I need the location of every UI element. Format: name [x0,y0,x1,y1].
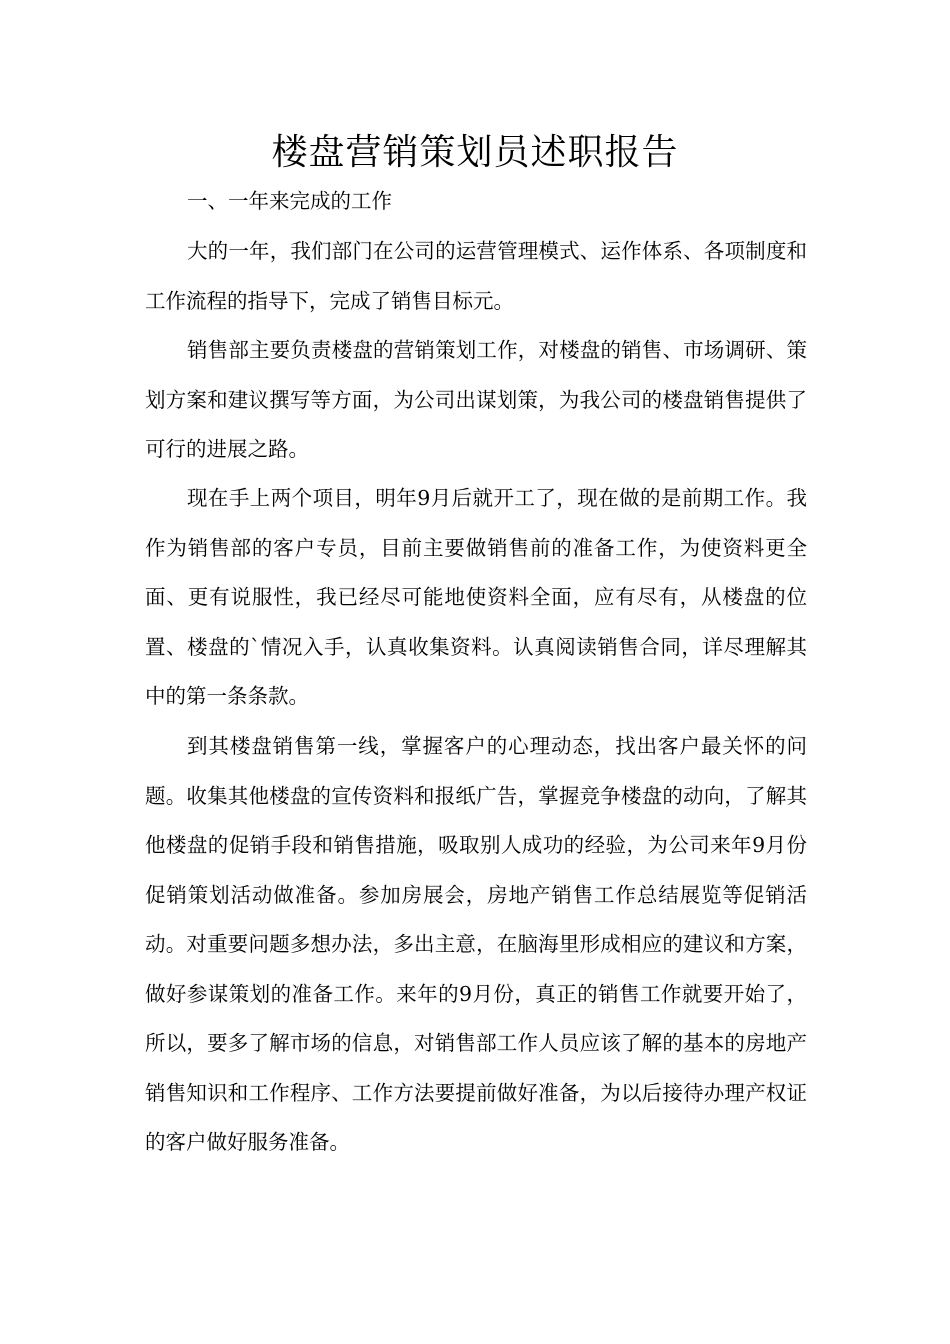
paragraph-4: 到其楼盘销售第一线，掌握客户的心理动态，找出客户最关怀的问题。收集其他楼盘的宣传资料和报纸广告，掌握竞争楼盘的动向，了解其他楼盘的促销手段和销售措施，吸取别人成功的经验，为公司来年9月份促销策划活动做准备。参加房展会，房地产销售工作总结展览等促销活动。对重要问题多想办法，多出主意，在脑海里形成相应的建议和方案，做好参谋策划的准备工作。来年的9月份，真正的销售工作就要开始了，所以，要多了解市场的信息，对销售部工作人员应该了解的基本的房地产销售知识和工作程序、工作方法要提前做好准备，为以后接待办理产权证的客户做好服务准备。 [145,734,807,1154]
paragraph-3: 现在手上两个项目，明年9月后就开工了，现在做的是前期工作。我作为销售部的客户专员，目前主要做销售前的准备工作，为使资料更全面、更有说服性，我已经尽可能地使资料全面，应有尽有，从楼盘的位置、楼盘的`情况入手，认真收集资料。认真阅读销售合同，详尽理解其中的第一条条款。 [145,486,807,708]
paragraph-1: 大的一年，我们部门在公司的运营管理模式、运作体系、各项制度和工作流程的指导下，完成了销售目标元。 [145,239,807,313]
section-heading: 一、一年来完成的工作 [187,189,392,213]
document-title: 楼盘营销策划员述职报告 [271,132,679,173]
paragraph-2: 销售部主要负责楼盘的营销策划工作，对楼盘的销售、市场调研、策划方案和建议撰写等方面，为公司出谋划策，为我公司的楼盘销售提供了可行的进展之路。 [145,338,807,461]
